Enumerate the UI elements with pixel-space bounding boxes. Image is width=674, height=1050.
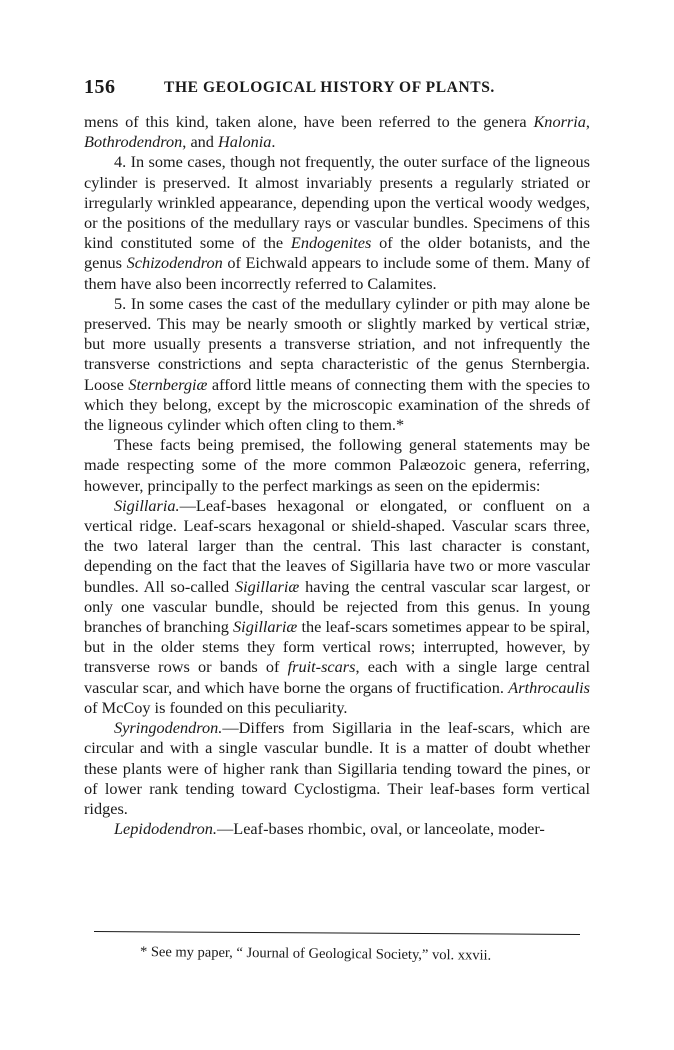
italic-term: Arthrocaulis bbox=[508, 677, 590, 697]
italic-term: Schizodendron bbox=[126, 253, 223, 273]
paragraph bbox=[84, 819, 590, 839]
italic-term: Sternbergiæ bbox=[128, 374, 208, 394]
italic-term: Sigillariæ bbox=[235, 576, 300, 596]
paragraph bbox=[84, 496, 590, 718]
footnote-rule bbox=[94, 931, 580, 935]
italic-term: Sigillariæ bbox=[233, 617, 298, 637]
text-run: —Leaf-bases hexagonal or elongated, or confluent on a vertical ridge. Leaf-scars hexagonal or shield-shaped. Vascular scars three, the two lateral larger than the central. This last character is constant, depending on the fact that the leaves of Sigillaria have two or more vascular bundles. All so-called bbox=[84, 495, 590, 596]
running-head bbox=[84, 76, 594, 100]
footnote: * See my paper, “ Journal of Geological Society,” vol. xxvii. bbox=[139, 944, 492, 964]
paragraph bbox=[84, 294, 590, 435]
italic-term: fruit-scars bbox=[287, 657, 356, 677]
italic-term: Bothrodendron bbox=[84, 132, 183, 152]
text-run: . bbox=[271, 132, 276, 152]
text-run: having the central vascular scar largest, or only one vascular bundle, should be rejected from this genus. In young branches of branching bbox=[84, 576, 590, 637]
text-run: , bbox=[585, 112, 590, 131]
body-text bbox=[84, 112, 590, 839]
italic-term: Knorria bbox=[533, 112, 586, 131]
italic-term: Halonia bbox=[218, 132, 272, 152]
italic-term: Sigillaria. bbox=[114, 495, 180, 515]
paragraph bbox=[84, 152, 590, 293]
text-run: of the older botanists, and the genus bbox=[84, 233, 591, 273]
page-number: 156 bbox=[84, 76, 116, 98]
italic-term: Syringodendron. bbox=[114, 718, 223, 738]
text-run: —Leaf-bases rhombic, oval, or lanceolate, moder- bbox=[216, 819, 545, 839]
running-title: THE GEOLOGICAL HISTORY OF PLANTS. bbox=[164, 79, 495, 96]
text-run: of Eichwald appears to include some of them. Many of them have also been incorrectly referred to Calamites. bbox=[84, 253, 591, 293]
paragraph bbox=[84, 718, 590, 819]
italic-term: Lepidodendron. bbox=[114, 819, 217, 839]
italic-term: Endogenites bbox=[290, 233, 372, 253]
text-run: , each with a single large central vascular scar, and which have borne the organs of fructification. bbox=[84, 657, 590, 697]
text-run: , and bbox=[182, 132, 219, 152]
text-run: mens of this kind, taken alone, have been referred to the genera bbox=[84, 112, 534, 131]
text-run: —Differs from Sigillaria in the leaf-scars, which are circular and with a single vascular bundle. It is a matter of doubt whether these plants were of higher rank than Sigillaria tending toward the pines, or of lower rank tending toward Cyclostigma. Their leaf-bases form vertical ridges. bbox=[84, 718, 590, 818]
paragraph bbox=[84, 435, 590, 496]
text-run: These facts being premised, the following general statements may be made respecting some of the more common Palæozoic genera, referring, however, principally to the perfect markings as seen on the epidermis: bbox=[84, 435, 590, 495]
text-run: 4. In some cases, though not frequently, the outer surface of the ligneous cylinder is preserved. It almost invariably presents a regularly striated or irregularly wrinkled appearance, depending upon the vertical woody wedges, or the positions of the medullary rays or vascular bundles. Specimens of this kind constituted some of the bbox=[84, 152, 590, 253]
paragraph bbox=[84, 112, 590, 152]
text-run: afford little means of connecting them with the species to which they belong, except by the microscopic examination of the shreds of the ligneous cylinder which often cling to them.* bbox=[84, 374, 590, 435]
text-run: of McCoy is founded on this peculiarity. bbox=[84, 697, 348, 717]
text-run: the leaf-scars sometimes appear to be spiral, but in the older stems they form vertical rows; interrupted, however, by transverse rows or bands of bbox=[84, 617, 591, 677]
text-run: 5. In some cases the cast of the medullary cylinder or pith may alone be preserved. This may be nearly smooth or slightly marked by vertical striæ, but more usually presents a transverse striation, and not infrequently the transverse constrictions and septa characteristic of the genus Sternbergia. Loose bbox=[84, 293, 590, 394]
